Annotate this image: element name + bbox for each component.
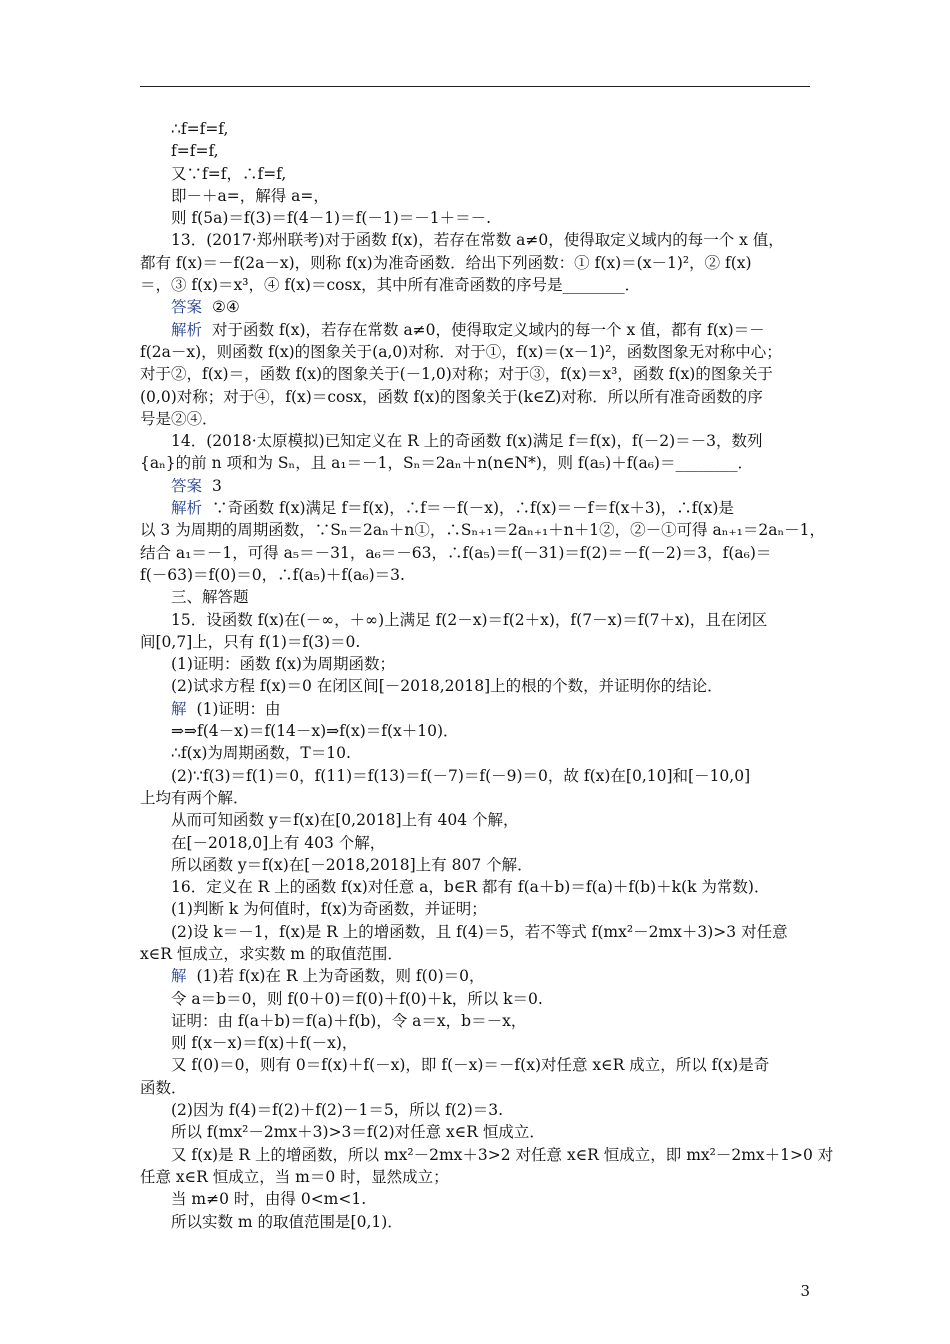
text-line — [140, 765, 810, 787]
text-line — [140, 965, 810, 987]
line-text: 所以实数 m 的取值范围是[0,1)． — [171, 1212, 403, 1231]
text-line — [140, 675, 810, 697]
text-line — [140, 386, 810, 408]
text-line — [140, 185, 810, 207]
line-text: 号是②④． — [140, 409, 218, 428]
answer-tag: 答案 — [171, 476, 203, 495]
line-text: 函数． — [140, 1078, 187, 1097]
line-text: 令 a＝b＝0，则 f(0＋0)＝f(0)＋f(0)＋k，所以 k＝0. — [171, 989, 543, 1008]
text-line — [140, 609, 810, 631]
text-line — [140, 1077, 810, 1099]
line-text: 16．定义在 R 上的函数 f(x)对任意 a，b∈R 都有 f(a＋b)＝f(a)＋f(b)＋k(k 为常数)． — [171, 878, 770, 897]
line-text: (2)因为 f(4)＝f(2)＋f(2)－1＝5，所以 f(2)＝3. — [171, 1101, 504, 1120]
line-text: 从而可知函数 y＝f(x)在[0,2018]上有 404 个解， — [171, 811, 519, 830]
line-text: 所以 f(mx²－2mx＋3)>3＝f(2)对任意 x∈R 恒成立． — [171, 1123, 545, 1142]
text-line — [140, 586, 810, 608]
text-line — [140, 519, 826, 541]
text-line — [140, 408, 810, 430]
text-line — [140, 475, 810, 497]
text-line — [140, 988, 810, 1010]
line-text: ＝，③ f(x)＝x³，④ f(x)＝cosx，其中所有准奇函数的序号是________． — [140, 276, 641, 295]
text-line — [140, 430, 810, 452]
text-line — [140, 698, 810, 720]
answer-tag: 答案 — [171, 298, 203, 317]
line-text: ∴f(x)为周期函数，T＝10. — [171, 744, 351, 763]
text-line — [140, 876, 810, 898]
line-text: 又 f(0)＝0，则有 0＝f(x)＋f(－x)，即 f(－x)＝－f(x)对任意 x∈R 成立，所以 f(x)是奇 — [171, 1056, 770, 1075]
line-text: x∈R 恒成立，求实数 m 的取值范围． — [140, 944, 403, 963]
text-line — [140, 832, 810, 854]
line-text: 对于函数 f(x)，若存在常数 a≠0，使得取定义域内的每一个 x 值，都有 f(x)＝－ — [212, 320, 765, 339]
text-line — [140, 898, 810, 920]
text-line — [140, 1099, 810, 1121]
text-line — [140, 787, 810, 809]
line-text: {aₙ}的前 n 项和为 Sₙ，且 a₁＝－1，Sₙ＝2aₙ＋n(n∈N*)，则 f(a₅)＋f(a₆)＝________． — [140, 454, 753, 473]
text-line — [140, 653, 810, 675]
answer-tag: 解析 — [171, 320, 203, 339]
text-line — [140, 1032, 810, 1054]
header-rule — [140, 86, 810, 87]
line-text: f(－63)＝f(0)＝0，∴f(a₅)＋f(a₆)＝3. — [140, 565, 405, 584]
line-text: ⇒⇒f(4－x)＝f(14－x)⇒f(x)＝f(x＋10)． — [171, 722, 459, 741]
line-text: 15．设函数 f(x)在(－∞，＋∞)上满足 f(2－x)＝f(2＋x)，f(7－x)＝f(7＋x)，且在闭区 — [171, 610, 768, 629]
text-line — [140, 452, 810, 474]
line-text: (1)判断 k 为何值时，f(x)为奇函数，并证明； — [171, 900, 487, 919]
line-text: 都有 f(x)＝－f(2a－x)，则称 f(x)为准奇函数．给出下列函数：① f(x)＝(x－1)²，② f(x) — [140, 253, 752, 272]
line-text: f=f=f, — [171, 142, 219, 161]
answer-tag: 解析 — [171, 499, 203, 518]
line-text: 对于②，f(x)＝，函数 f(x)的图象关于(－1,0)对称；对于③，f(x)＝x³，函数 f(x)的图象关于 — [140, 365, 773, 384]
line-text: 在[－2018,0]上有 403 个解， — [171, 833, 386, 852]
line-text: f(2a－x)，则函数 f(x)的图象关于(a,0)对称．对于①，f(x)＝(x－1)²，函数图象无对称中心； — [140, 342, 782, 361]
line-text: ∴f=f=f, — [171, 120, 229, 138]
line-text: (2)设 k＝－1，f(x)是 R 上的增函数，且 f(4)＝5，若不等式 f(mx²－2mx＋3)>3 对任意 — [171, 922, 788, 941]
text-line — [140, 319, 810, 341]
text-line — [140, 1188, 810, 1210]
text-line — [140, 1211, 810, 1233]
text-line — [140, 163, 810, 185]
text-line — [140, 1166, 810, 1188]
line-text: (2)试求方程 f(x)＝0 在闭区间[－2018,2018]上的根的个数，并证明你的结论． — [171, 677, 723, 696]
text-line — [140, 1010, 810, 1032]
text-line — [140, 809, 810, 831]
text-line — [140, 542, 810, 564]
text-line — [140, 252, 810, 274]
text-line — [140, 229, 810, 251]
line-text: 所以函数 y＝f(x)在[－2018,2018]上有 807 个解． — [171, 855, 533, 874]
line-text: ②④ — [212, 298, 240, 317]
text-line — [140, 921, 810, 943]
line-text: 又 f(x)是 R 上的增函数，所以 mx²－2mx＋3>2 对任意 x∈R 恒成立，即 mx²－2mx＋1>0 对 — [171, 1145, 834, 1164]
line-text: (2)∵f(3)＝f(1)＝0，f(11)＝f(13)＝f(－7)＝f(－9)＝0，故 f(x)在[0,10]和[－10,0] — [171, 766, 751, 785]
line-text: (1)证明：函数 f(x)为周期函数； — [171, 655, 395, 674]
document-body — [140, 118, 834, 1233]
line-text: (0,0)对称；对于④，f(x)＝cosx，函数 f(x)的图象关于(k∈Z)对称．所以所有准奇函数的序 — [140, 387, 763, 406]
line-text: 14．(2018·太原模拟)已知定义在 R 上的奇函数 f(x)满足 f＝f(x)，f(－2)＝－3，数列 — [171, 432, 763, 451]
line-text: 13．(2017·郑州联考)对于函数 f(x)，若存在常数 a≠0，使得取定义域内的每一个 x 值， — [171, 231, 784, 250]
line-text: 则 f(5a)＝f(3)＝f(4－1)＝f(－1)＝－1＋＝－. — [171, 209, 492, 228]
text-line — [140, 274, 810, 296]
text-line — [140, 854, 810, 876]
line-text: 即－＋a=，解得 a=， — [171, 186, 329, 205]
line-text: ∵奇函数 f(x)满足 f＝f(x)，∴f＝－f(－x)，∴f(x)＝－f＝f(x＋3)，∴f(x)是 — [212, 499, 734, 518]
text-line — [140, 497, 810, 519]
text-line — [140, 118, 810, 140]
page-number: 3 — [800, 1282, 810, 1300]
line-text: 3 — [212, 476, 222, 495]
text-line — [140, 631, 810, 653]
line-text: 当 m≠0 时，由得 0<m<1. — [171, 1190, 367, 1209]
text-line — [140, 1054, 810, 1076]
line-text: 上均有两个解． — [140, 788, 249, 807]
text-line — [140, 943, 810, 965]
line-text: (1)证明：由 — [196, 699, 281, 718]
line-text: 则 f(x－x)＝f(x)＋f(－x)， — [171, 1034, 358, 1053]
text-line — [140, 564, 810, 586]
line-text: 三、解答题 — [171, 588, 249, 607]
text-line — [140, 341, 810, 363]
answer-tag: 解 — [171, 967, 187, 986]
text-line — [140, 742, 810, 764]
text-line — [140, 1144, 834, 1166]
line-text: 以 3 为周期的周期函数，∵Sₙ＝2aₙ＋n①，∴Sₙ₊₁＝2aₙ₊₁＋n＋1②，②－①可得 aₙ₊₁＝2aₙ－1， — [140, 521, 826, 540]
text-line — [140, 1121, 810, 1143]
line-text: 证明：由 f(a＋b)＝f(a)＋f(b)，令 a＝x，b＝－x， — [171, 1011, 527, 1030]
line-text: 又∵f=f，∴f=f, — [171, 164, 287, 183]
text-line — [140, 296, 810, 318]
line-text: 结合 a₁＝－1，可得 a₅＝－31，a₆＝－63，∴f(a₅)＝f(－31)＝f(2)＝－f(－2)＝3，f(a₆)＝ — [140, 543, 772, 562]
line-text: 任意 x∈R 恒成立，当 m＝0 时，显然成立； — [140, 1167, 449, 1186]
answer-tag: 解 — [171, 699, 187, 718]
text-line — [140, 207, 810, 229]
line-text: 间[0,7]上，只有 f(1)＝f(3)＝0. — [140, 632, 361, 651]
text-line — [140, 363, 810, 385]
text-line — [140, 140, 810, 162]
text-line — [140, 720, 810, 742]
line-text: (1)若 f(x)在 R 上为奇函数，则 f(0)＝0， — [196, 967, 485, 986]
